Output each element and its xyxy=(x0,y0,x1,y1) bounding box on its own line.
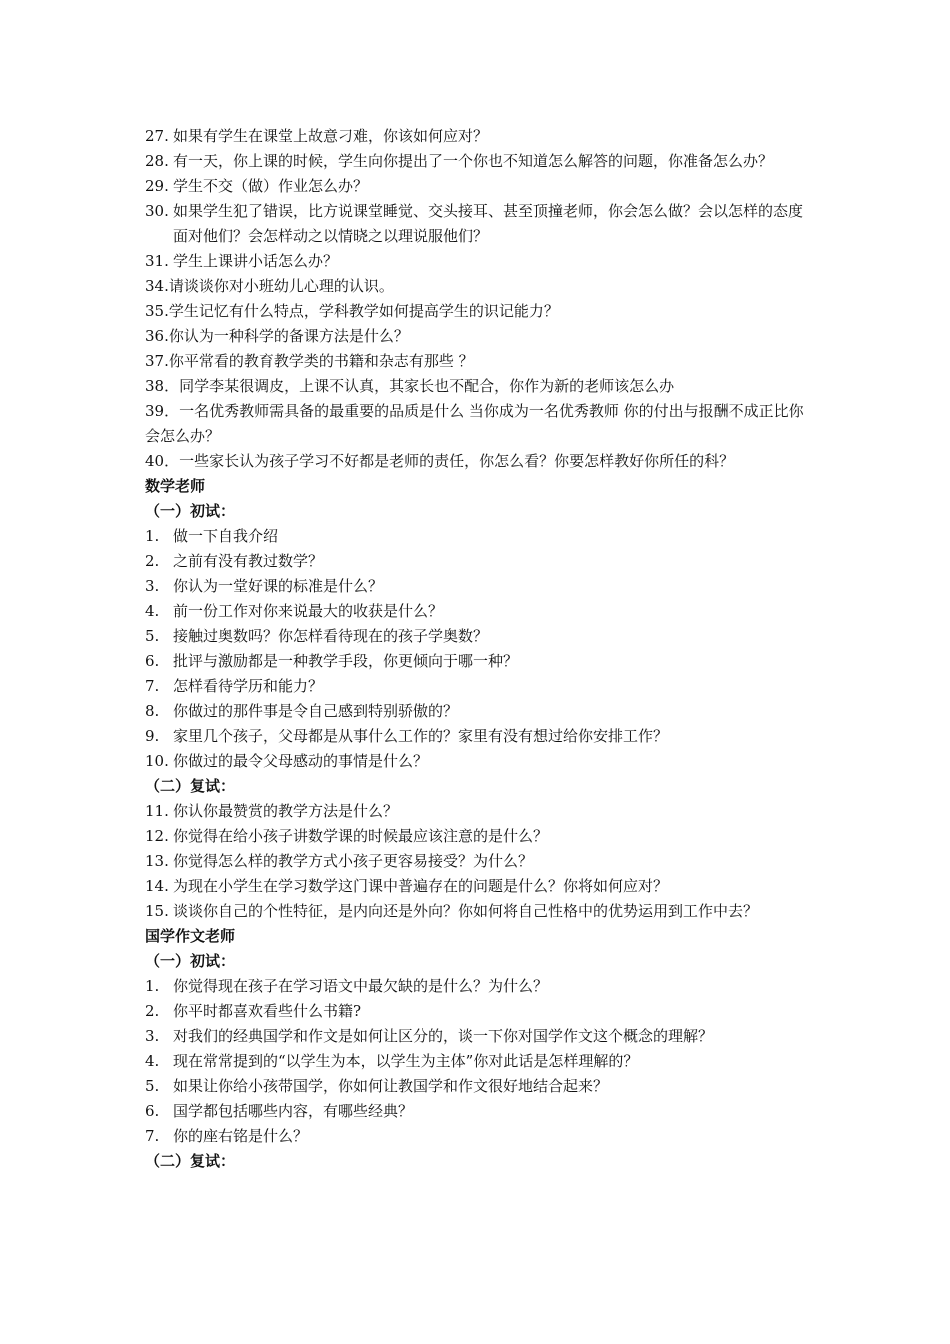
item-text: 如果让你给小孩带国学，你如何让教国学和作文很好地结合起来？ xyxy=(173,1077,609,1095)
item-number: 5. xyxy=(145,627,160,645)
question-paragraph: 35.学生记忆有什么特点，学科教学如何提高学生的识记能力？ xyxy=(145,302,559,320)
item-number: 6. xyxy=(145,652,160,670)
list-item xyxy=(145,574,810,599)
item-number: 7. xyxy=(145,677,160,695)
question-paragraph: 36.你认为一种科学的备课方法是什么？ xyxy=(145,327,409,345)
item-text: 你做过的那件事是令自己感到特别骄傲的？ xyxy=(173,702,459,720)
subsection-heading-first-round: （一）初试： xyxy=(145,502,236,520)
item-text: 学生上课讲小话怎么办？ xyxy=(173,252,339,270)
list-item xyxy=(145,624,810,649)
document-body xyxy=(145,124,810,1174)
item-text: 家里几个孩子，父母都是从事什么工作的？家里有没有想过给你安排工作？ xyxy=(173,727,669,745)
item-number: 29. xyxy=(145,177,169,195)
list-item xyxy=(145,824,810,849)
list-item xyxy=(145,799,810,824)
list-item xyxy=(145,1024,810,1049)
item-text: 你认为一堂好课的标准是什么？ xyxy=(173,577,384,595)
item-number: 30. xyxy=(145,202,169,220)
subsection-heading-first-round: （一）初试： xyxy=(145,952,236,970)
item-number: 9. xyxy=(145,727,160,745)
item-text: 怎样看待学历和能力？ xyxy=(173,677,324,695)
list-item xyxy=(145,849,810,874)
list-item xyxy=(145,899,810,924)
item-text: 现在常常提到的“以学生为本，以学生为主体”你对此话是怎样理解的？ xyxy=(173,1052,639,1070)
item-text: 之前有没有教过数学？ xyxy=(173,552,324,570)
item-text: 你平时都喜欢看些什么书籍? xyxy=(173,1002,362,1020)
item-text: 做一下自我介绍 xyxy=(173,527,279,545)
item-number: 1. xyxy=(145,527,160,545)
list-item xyxy=(145,149,810,174)
list-item xyxy=(145,124,810,149)
list-item xyxy=(145,974,810,999)
item-number: 2. xyxy=(145,1002,160,1020)
list-item xyxy=(145,549,810,574)
item-text: 如果学生犯了错误，比方说课堂睡觉、交头接耳、甚至顶撞老师，你会怎么做？会以怎样的态度面对他们？会怎样动之以情晓之以理说服他们？ xyxy=(173,202,804,245)
list-item xyxy=(145,524,810,549)
item-text: 你的座右铭是什么？ xyxy=(173,1127,309,1145)
list-item xyxy=(145,724,810,749)
question-paragraph: 39．一名优秀教师需具备的最重要的品质是什么 当你成为一名优秀教师 你的付出与报酬不成正比你会怎么办？ xyxy=(145,402,804,445)
item-text: 你做过的最令父母感动的事情是什么？ xyxy=(173,752,429,770)
list-item xyxy=(145,874,810,899)
item-number: 5. xyxy=(145,1077,160,1095)
list-item xyxy=(145,999,810,1024)
item-text: 批评与激励都是一种教学手段，你更倾向于哪一种？ xyxy=(173,652,519,670)
list-item xyxy=(145,1124,810,1149)
item-text: 前一份工作对你来说最大的收获是什么？ xyxy=(173,602,444,620)
item-number: 3. xyxy=(145,577,160,595)
list-item xyxy=(145,674,810,699)
item-text: 学生不交（做）作业怎么办？ xyxy=(173,177,369,195)
subsection-heading-second-round: （二）复试： xyxy=(145,777,236,795)
item-number: 12. xyxy=(145,827,169,845)
list-item xyxy=(145,199,810,249)
item-text: 对我们的经典国学和作文是如何让区分的，谈一下你对国学作文这个概念的理解？ xyxy=(173,1027,714,1045)
list-item xyxy=(145,249,810,274)
item-number: 28. xyxy=(145,152,169,170)
item-number: 2. xyxy=(145,552,160,570)
question-paragraph: 34.请谈谈你对小班幼儿心理的认识。 xyxy=(145,277,394,295)
item-number: 14. xyxy=(145,877,169,895)
item-text: 有一天，你上课的时候，学生向你提出了一个你也不知道怎么解答的问题，你准备怎么办？ xyxy=(173,152,774,170)
list-item xyxy=(145,174,810,199)
item-number: 15. xyxy=(145,902,169,920)
section-heading-math: 数学老师 xyxy=(145,477,206,495)
subsection-heading-second-round: （二）复试： xyxy=(145,1152,236,1170)
item-number: 10. xyxy=(145,752,169,770)
item-text: 你觉得在给小孩子讲数学课的时候最应该注意的是什么？ xyxy=(173,827,549,845)
question-paragraph: 40．一些家长认为孩子学习不好都是老师的责任，你怎么看？你要怎样教好你所任的科？ xyxy=(145,452,735,470)
list-item xyxy=(145,649,810,674)
list-item xyxy=(145,599,810,624)
list-item xyxy=(145,699,810,724)
list-item xyxy=(145,1099,810,1124)
item-text: 接触过奥数吗？你怎样看待现在的孩子学奥数？ xyxy=(173,627,489,645)
item-number: 3. xyxy=(145,1027,160,1045)
item-number: 8. xyxy=(145,702,160,720)
item-text: 你觉得怎么样的教学方式小孩子更容易接受？为什么？ xyxy=(173,852,534,870)
item-text: 国学都包括哪些内容，有哪些经典？ xyxy=(173,1102,414,1120)
item-number: 27. xyxy=(145,127,169,145)
item-text: 为现在小学生在学习数学这门课中普遍存在的问题是什么？你将如何应对？ xyxy=(173,877,669,895)
question-paragraph: 38．同学李某很调皮，上课不认真，其家长也不配合，你作为新的老师该怎么办 xyxy=(145,377,675,395)
item-number: 4. xyxy=(145,1052,160,1070)
list-item xyxy=(145,1049,810,1074)
list-item xyxy=(145,749,810,774)
item-text: 你认你最赞赏的教学方法是什么？ xyxy=(173,802,399,820)
item-text: 如果有学生在课堂上故意刁难，你该如何应对？ xyxy=(173,127,489,145)
section-heading-guoxue: 国学作文老师 xyxy=(145,927,236,945)
item-number: 1. xyxy=(145,977,160,995)
item-number: 7. xyxy=(145,1127,160,1145)
list-item xyxy=(145,1074,810,1099)
item-number: 13. xyxy=(145,852,169,870)
item-number: 31. xyxy=(145,252,169,270)
item-number: 4. xyxy=(145,602,160,620)
question-paragraph: 37.你平常看的教育教学类的书籍和杂志有那些 ？ xyxy=(145,352,474,370)
item-text: 谈谈你自己的个性特征，是内向还是外向？你如何将自己性格中的优势运用到工作中去？ xyxy=(173,902,759,920)
item-number: 6. xyxy=(145,1102,160,1120)
item-number: 11. xyxy=(145,802,169,820)
item-text: 你觉得现在孩子在学习语文中最欠缺的是什么？为什么？ xyxy=(173,977,549,995)
